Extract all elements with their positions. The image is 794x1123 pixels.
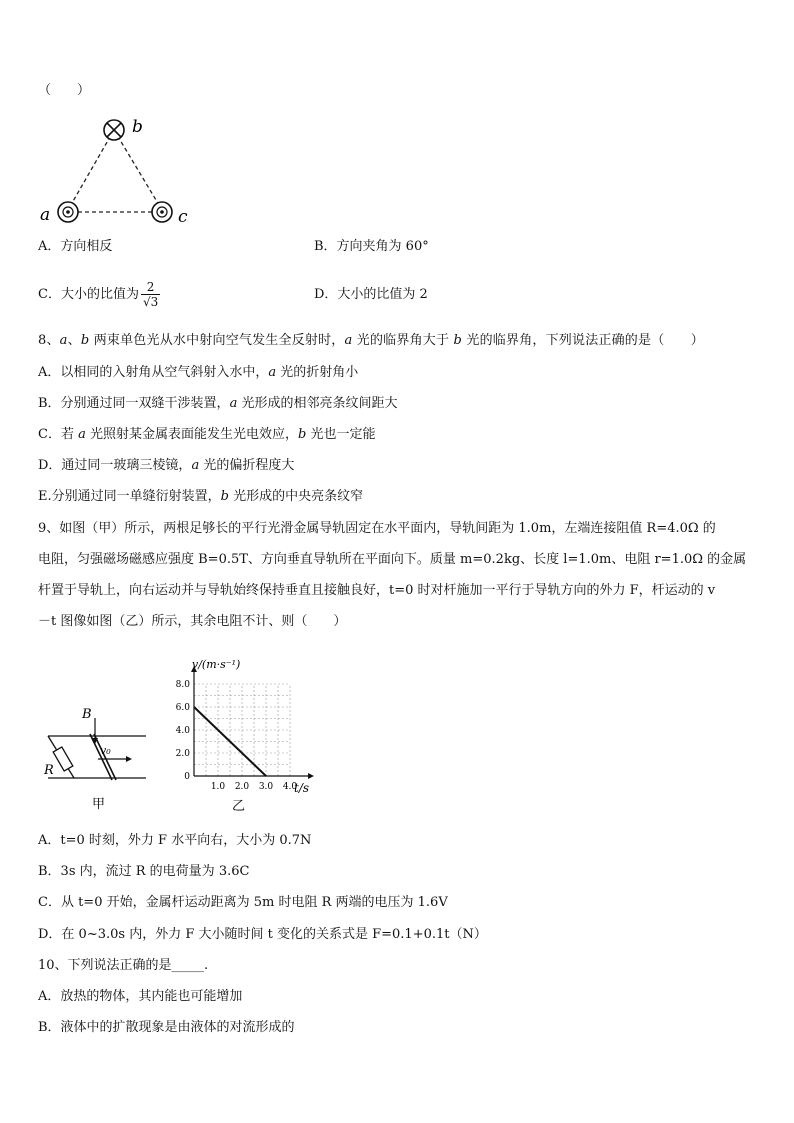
label-c: c: [178, 207, 188, 227]
x-tick-label: 2.0: [234, 782, 250, 792]
caption-jia: 甲: [92, 797, 106, 812]
label-a: a: [40, 205, 51, 225]
wire-c-out-of-page-icon: [152, 202, 172, 222]
q8-option-d: D．通过同一玻璃三棱镜，a 光的偏折程度大: [38, 458, 295, 473]
q8-option-c: C．若 a 光照射某金属表面能发生光电效应，b 光也一定能: [38, 427, 376, 442]
q7-option-c: C．大小的比值为 $\frac{2}{√3}$: [38, 280, 159, 309]
q8-stem: 8、a、b 两束单色光从水中射向空气发生全反射时，a 光的临界角大于 b 光的临界角，下列说法正确的是（ ）: [38, 333, 704, 348]
edge-ab: [68, 130, 114, 210]
chart-ylabel: v/(m·s⁻¹): [192, 658, 241, 671]
q10-stem: 10、下列说法正确的是_____.: [38, 958, 209, 973]
x-tick-label: 1.0: [210, 782, 226, 792]
q9-option-a: A．t=0 时刻，外力 F 水平向右，大小为 0.7N: [38, 833, 312, 848]
q9-option-c: C．从 t=0 开始，金属杆运动距离为 5m 时电阻 R 两端的电压为 1.6V: [38, 895, 448, 910]
x-tick-label: 4.0: [282, 782, 298, 792]
fraction: $\frac{2}{√3}$: [142, 280, 159, 309]
fig-yi-vt-chart: [168, 660, 328, 820]
q10-option-b: B．液体中的扩散现象是由液体的对流形成的: [38, 1020, 295, 1035]
q7-answer-paren: （ ）: [38, 83, 91, 98]
q7-option-b: B．方向夹角为 60°: [314, 239, 429, 254]
q9-stem-line-4: －t 图像如图（乙）所示，其余电阻不计、则（ ）: [38, 614, 347, 629]
q9-stem-line-2: 电阻，匀强磁场磁感应强度 B=0.5T、方向垂直导轨所在平面向下。质量 m=0.2kg、长度 l=1.0m、电阻 r=1.0Ω 的金属: [38, 552, 747, 567]
caption-yi: 乙: [232, 799, 246, 814]
label-B: B: [82, 707, 92, 722]
q9-stem-line-3: 杆置于导轨上，向右运动并与导轨始终保持垂直且接触良好，t=0 时对杆施加一平行于导轨方向的外力 F，杆运动的 v: [38, 583, 716, 598]
q7-triangle-figure: [40, 114, 198, 227]
y-tick-label: 6.0: [175, 703, 190, 713]
wire-b-into-page-icon: [104, 120, 124, 140]
chart-grid: [194, 684, 290, 776]
y-tick-label: 4.0: [175, 726, 190, 736]
q9-option-d: D．在 0~3.0s 内，外力 F 大小随时间 t 变化的关系式是 F=0.1+0.1t（N）: [38, 927, 487, 942]
x-axis-arrow: [308, 773, 314, 779]
wire-a-out-of-page-icon: [58, 202, 78, 222]
q8-option-e: E.分别通过同一单缝衍射装置，b 光形成的中央亮条纹窄: [38, 489, 364, 504]
fig-jia-rail-diagram: [40, 704, 152, 816]
y-tick-label: 2.0: [175, 749, 190, 759]
q9-option-b: B．3s 内，流过 R 的电荷量为 3.6C: [38, 864, 250, 879]
resistor-icon: [53, 747, 73, 771]
x-tick-label: 3.0: [258, 782, 274, 792]
q7-option-d: D．大小的比值为 2: [314, 287, 428, 302]
label-v0: v₀: [100, 744, 111, 757]
label-b: b: [132, 117, 143, 137]
edge-bc: [114, 130, 162, 210]
q8-option-b: B．分别通过同一双缝干涉装置，a 光形成的相邻亮条纹间距大: [38, 396, 398, 411]
q9-stem-line-1: 9、如图（甲）所示，两根足够长的平行光滑金属导轨固定在水平面内，导轨间距为 1.0m，左端连接阻值 R=4.0Ω 的: [38, 521, 716, 536]
chart-xlabel: t/s: [294, 781, 310, 795]
q10-option-a: A．放热的物体，其内能也可能增加: [38, 989, 243, 1004]
label-R: R: [44, 763, 54, 778]
q7-option-a: A．方向相反: [38, 239, 113, 254]
y-tick-label: 0: [184, 772, 190, 782]
y-tick-label: 8.0: [175, 680, 190, 690]
q8-option-a: A．以相同的入射角从空气斜射入水中，a 光的折射角小: [38, 365, 359, 380]
